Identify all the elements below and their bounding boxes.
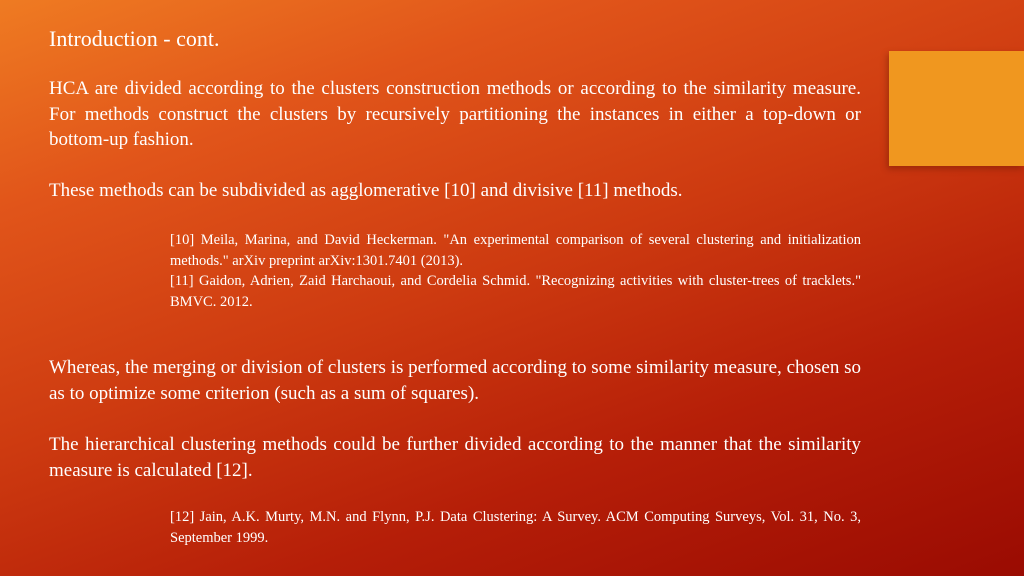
references-block-2 xyxy=(170,507,861,548)
paragraph-hca-division: HCA are divided according to the clusters construction methods or according to the similarity measure. For methods construct the clusters by recursively partitioning the instances in either a top-down or bottom-up fashion. xyxy=(49,78,861,150)
references-block-1 xyxy=(170,230,861,312)
paragraph-similarity-measure: Whereas, the merging or division of clusters is performed according to some similarity measure, chosen so as to optimize some criterion (such as a sum of squares). xyxy=(49,357,861,404)
slide-title: Introduction - cont. xyxy=(49,26,220,51)
paragraph-subdivision: These methods can be subdivided as agglomerative [10] and divisive [11] methods. xyxy=(49,180,683,201)
paragraph-further-division: The hierarchical clustering methods could be further divided according to the manner that the similarity measure is calculated [12]. xyxy=(49,434,861,481)
reference-12: [12] Jain, A.K. Murty, M.N. and Flynn, P.J. Data Clustering: A Survey. ACM Computing Surveys, Vol. 31, No. 3, September 1999. xyxy=(170,509,861,546)
reference-11: [11] Gaidon, Adrien, Zaid Harchaoui, and Cordelia Schmid. "Recognizing activities with cluster-trees of tracklets." BMVC. 2012. xyxy=(170,273,861,310)
accent-box xyxy=(889,51,1024,166)
reference-10: [10] Meila, Marina, and David Heckerman. "An experimental comparison of several clustering and initialization methods." arXiv preprint arXiv:1301.7401 (2013). xyxy=(170,232,861,269)
